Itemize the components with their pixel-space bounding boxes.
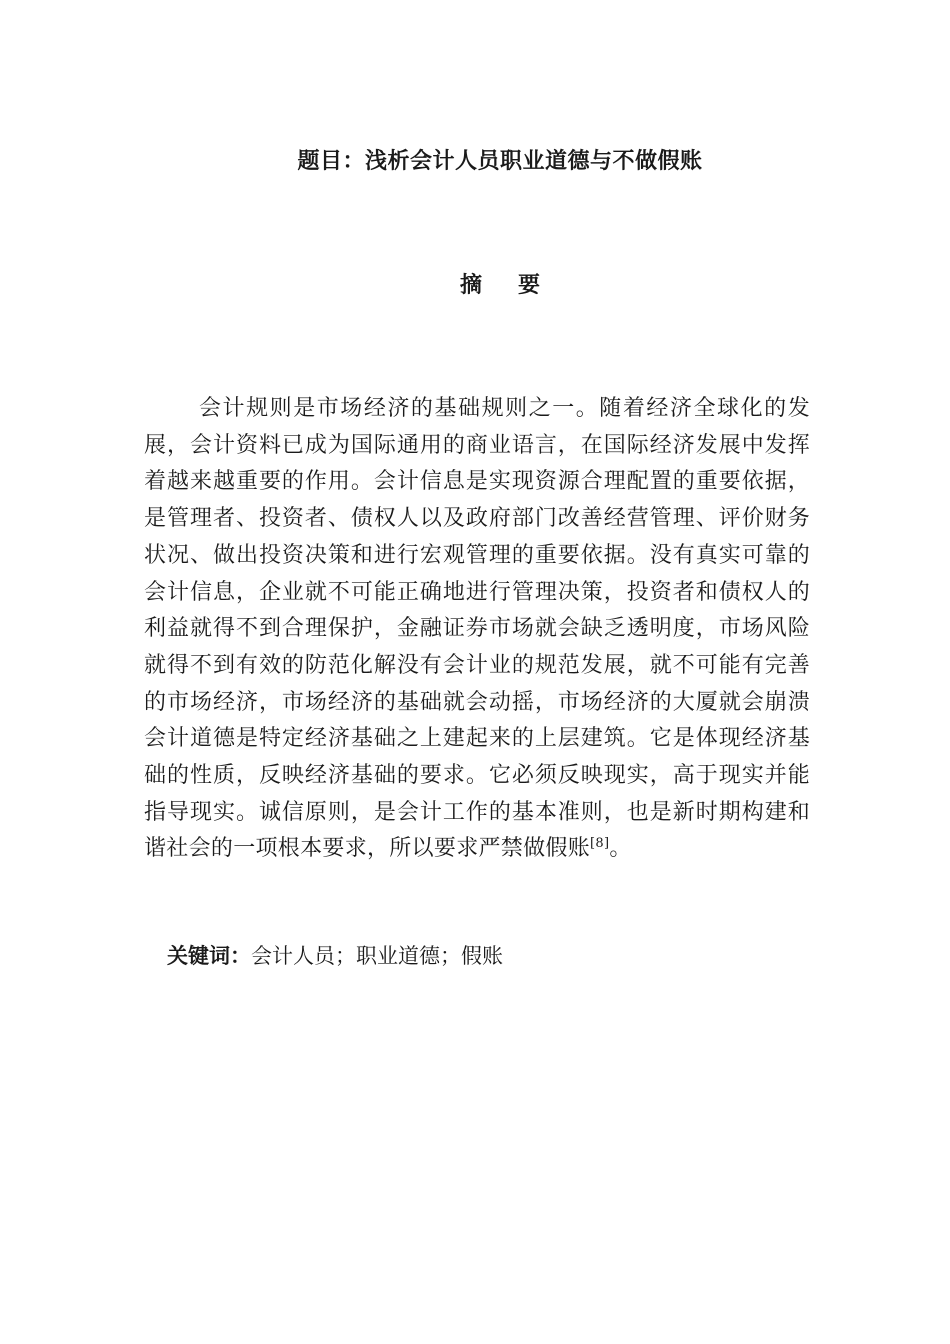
abstract-heading-char-1: 摘	[459, 273, 482, 298]
keywords-label: 关键词：	[167, 944, 251, 968]
abstract-end-punct: 。	[609, 836, 632, 862]
citation-ref[interactable]: [8]	[590, 836, 610, 852]
document-title: 题目：浅析会计人员职业道德与不做假账	[297, 149, 703, 174]
keywords-values: 会计人员；职业道德；假账	[251, 944, 503, 968]
abstract-heading	[0, 270, 950, 302]
keywords-line	[167, 939, 807, 973]
abstract-heading-char-2: 要	[518, 273, 541, 298]
abstract-body-text: 会计规则是市场经济的基础规则之一。随着经济全球化的发展，会计资料已成为国际通用的商业语言，在国际经济发展中发挥着越来越重要的作用。会计信息是实现资源合理配置的重要依据，是管理者、投资者、债权人以及政府部门改善经营管理、评价财务状况、做出投资决策和进行宏观管理的重要依据。没有真实可靠的会计信息，企业就不可能正确地进行管理决策，投资者和债权人的利益就得不到合理保护，金融证券市场就会缺乏透明度，市场风险就得不到有效的防范化解没有会计业的规范发展，就不可能有完善的市场经济，市场经济的基础就会动摇，市场经济的大厦就会崩溃会计道德是特定经济基础之上建起来的上层建筑。它是体现经济基础的性质，反映经济基础的要求。它必须反映现实，高于现实并能指导现实。诚信原则，是会计工作的基本准则，也是新时期构建和谐社会的一项根本要求，所以要求严禁做假账	[144, 396, 810, 862]
abstract-paragraph	[144, 391, 810, 868]
